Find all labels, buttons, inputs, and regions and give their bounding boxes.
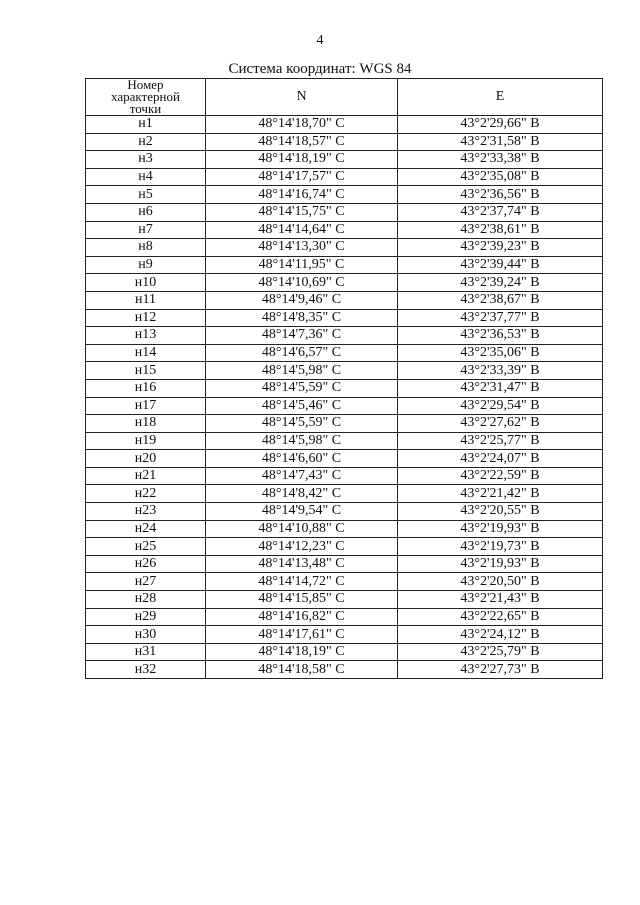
point-number-cell: н16 [86,379,206,397]
latitude-cell: 48°14'6,57" С [206,344,398,362]
latitude-cell: 48°14'18,19" С [206,643,398,661]
table-row [86,309,603,327]
latitude-cell: 48°14'15,85" С [206,591,398,609]
coordinate-system-caption: Система координат: WGS 84 [228,61,412,77]
point-number-cell: н17 [86,397,206,415]
longitude-cell: 43°2'22,59" В [398,467,603,485]
point-number-cell: н13 [86,327,206,345]
table-row [86,450,603,468]
table-row [86,555,603,573]
point-number-cell: н18 [86,415,206,433]
latitude-cell: 48°14'5,46" С [206,397,398,415]
point-number-cell: н9 [86,256,206,274]
latitude-cell: 48°14'10,69" С [206,274,398,292]
table-row [86,626,603,644]
coordinates-table [85,78,603,679]
longitude-cell: 43°2'19,93" В [398,520,603,538]
longitude-cell: 43°2'35,06" В [398,344,603,362]
point-number-cell: н24 [86,520,206,538]
latitude-cell: 48°14'13,30" С [206,239,398,257]
longitude-cell: 43°2'38,61" В [398,221,603,239]
longitude-cell: 43°2'36,53" В [398,327,603,345]
longitude-cell: 43°2'29,66" В [398,116,603,134]
point-number-cell: н32 [86,661,206,679]
latitude-cell: 48°14'11,95" С [206,256,398,274]
point-number-cell: н1 [86,116,206,134]
point-number-cell: н12 [86,309,206,327]
longitude-cell: 43°2'39,44" В [398,256,603,274]
point-number-cell: н3 [86,151,206,169]
latitude-cell: 48°14'14,64" С [206,221,398,239]
table-row [86,274,603,292]
longitude-cell: 43°2'38,67" В [398,291,603,309]
table-row [86,573,603,591]
latitude-cell: 48°14'9,46" С [206,291,398,309]
table-row [86,327,603,345]
point-number-cell: н21 [86,467,206,485]
latitude-cell: 48°14'7,36" С [206,327,398,345]
table-row [86,168,603,186]
latitude-cell: 48°14'18,57" С [206,133,398,151]
point-number-cell: н10 [86,274,206,292]
longitude-cell: 43°2'24,12" В [398,626,603,644]
point-number-cell: н20 [86,450,206,468]
table-row [86,203,603,221]
table-row [86,397,603,415]
header-point-line-1: Номер [127,77,164,92]
table-row [86,256,603,274]
table-body [86,116,603,679]
latitude-cell: 48°14'5,59" С [206,379,398,397]
point-number-cell: н27 [86,573,206,591]
latitude-cell: 48°14'13,48" С [206,555,398,573]
latitude-cell: 48°14'18,70" С [206,116,398,134]
longitude-cell: 43°2'27,73" В [398,661,603,679]
header-point-line-2: характерной [111,89,180,104]
header-point-number [86,79,206,116]
point-number-cell: н15 [86,362,206,380]
table-row [86,221,603,239]
point-number-cell: н19 [86,432,206,450]
header-point-line-3: точки [129,101,162,116]
point-number-cell: н23 [86,503,206,521]
latitude-cell: 48°14'8,42" С [206,485,398,503]
table-row [86,643,603,661]
table-header-row [86,79,603,116]
page-number: 4 [316,33,324,48]
table-row [86,116,603,134]
header-e: E [398,79,603,116]
point-number-cell: н29 [86,608,206,626]
longitude-cell: 43°2'39,24" В [398,274,603,292]
header-n: N [206,79,398,116]
longitude-cell: 43°2'25,79" В [398,643,603,661]
latitude-cell: 48°14'17,57" С [206,168,398,186]
table-row [86,661,603,679]
longitude-cell: 43°2'29,54" В [398,397,603,415]
point-number-cell: н26 [86,555,206,573]
latitude-cell: 48°14'15,75" С [206,203,398,221]
point-number-cell: н14 [86,344,206,362]
longitude-cell: 43°2'33,39" В [398,362,603,380]
longitude-cell: 43°2'19,93" В [398,555,603,573]
longitude-cell: 43°2'31,47" В [398,379,603,397]
latitude-cell: 48°14'18,19" С [206,151,398,169]
longitude-cell: 43°2'20,55" В [398,503,603,521]
latitude-cell: 48°14'8,35" С [206,309,398,327]
point-number-cell: н31 [86,643,206,661]
longitude-cell: 43°2'37,74" В [398,203,603,221]
point-number-cell: н8 [86,239,206,257]
table-row [86,239,603,257]
longitude-cell: 43°2'22,65" В [398,608,603,626]
latitude-cell: 48°14'12,23" С [206,538,398,556]
table-row [86,291,603,309]
table-row [86,432,603,450]
longitude-cell: 43°2'21,42" В [398,485,603,503]
longitude-cell: 43°2'20,50" В [398,573,603,591]
table-row [86,151,603,169]
point-number-cell: н22 [86,485,206,503]
table-row [86,503,603,521]
table-row [86,415,603,433]
table-row [86,379,603,397]
table-row [86,467,603,485]
point-number-cell: н30 [86,626,206,644]
table-row [86,520,603,538]
latitude-cell: 48°14'5,98" С [206,432,398,450]
longitude-cell: 43°2'24,07" В [398,450,603,468]
longitude-cell: 43°2'25,77" В [398,432,603,450]
longitude-cell: 43°2'36,56" В [398,186,603,204]
latitude-cell: 48°14'16,82" С [206,608,398,626]
table-row [86,485,603,503]
latitude-cell: 48°14'9,54" С [206,503,398,521]
point-number-cell: н25 [86,538,206,556]
longitude-cell: 43°2'35,08" В [398,168,603,186]
longitude-cell: 43°2'27,62" В [398,415,603,433]
latitude-cell: 48°14'16,74" С [206,186,398,204]
longitude-cell: 43°2'33,38" В [398,151,603,169]
longitude-cell: 43°2'19,73" В [398,538,603,556]
longitude-cell: 43°2'37,77" В [398,309,603,327]
table-row [86,344,603,362]
table-row [86,591,603,609]
point-number-cell: н11 [86,291,206,309]
latitude-cell: 48°14'6,60" С [206,450,398,468]
longitude-cell: 43°2'31,58" В [398,133,603,151]
table-row [86,538,603,556]
point-number-cell: н5 [86,186,206,204]
point-number-cell: н6 [86,203,206,221]
point-number-cell: н2 [86,133,206,151]
latitude-cell: 48°14'5,59" С [206,415,398,433]
table-row [86,186,603,204]
table-row [86,608,603,626]
latitude-cell: 48°14'7,43" С [206,467,398,485]
point-number-cell: н4 [86,168,206,186]
latitude-cell: 48°14'14,72" С [206,573,398,591]
latitude-cell: 48°14'17,61" С [206,626,398,644]
longitude-cell: 43°2'21,43" В [398,591,603,609]
point-number-cell: н28 [86,591,206,609]
latitude-cell: 48°14'10,88" С [206,520,398,538]
latitude-cell: 48°14'18,58" С [206,661,398,679]
table-row [86,362,603,380]
latitude-cell: 48°14'5,98" С [206,362,398,380]
point-number-cell: н7 [86,221,206,239]
table-row [86,133,603,151]
longitude-cell: 43°2'39,23" В [398,239,603,257]
